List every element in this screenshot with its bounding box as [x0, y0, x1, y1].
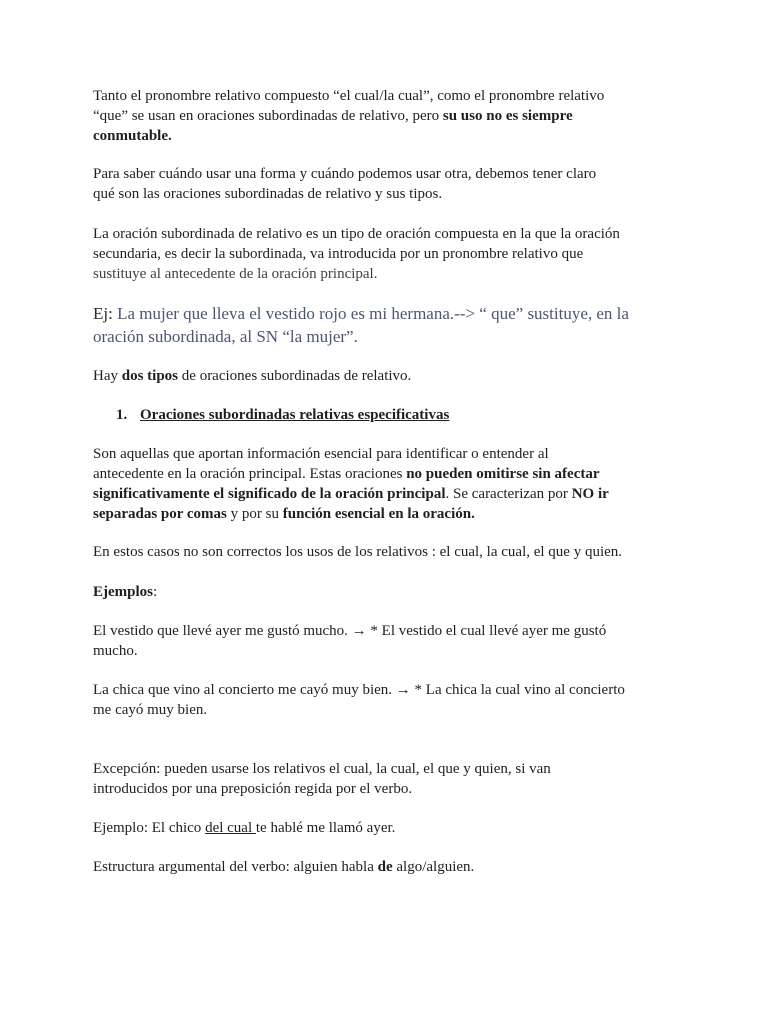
bold-text: su uso no es siempre [442, 108, 573, 124]
text-line: qué son las oraciones subordinadas de relativo y sus tipos. [93, 186, 443, 202]
section-heading [116, 405, 449, 425]
bold-text: conmutable. [93, 128, 172, 144]
exception-example: Ejemplo: El chico del cual te hablé me llamó ayer. [93, 820, 396, 836]
text-line: me cayó muy bien. [93, 702, 208, 718]
bold-text: dos tipos [121, 368, 179, 384]
text-line: mucho. [93, 643, 138, 659]
exception-paragraph [93, 759, 693, 799]
text-line: secundaria, es decir la subordinada, va introducida por un pronombre relativo que [93, 246, 584, 262]
examples-label: Ejemplos: [93, 584, 158, 600]
bold-text: no pueden omitirse sin afectar [406, 466, 600, 482]
bold-text: de [377, 859, 393, 875]
bold-text: separadas por comas [93, 506, 227, 522]
bold-text: NO ir [571, 486, 609, 502]
text-line: Para saber cuándo usar una forma y cuándo podemos usar otra, debemos tener claro [93, 166, 597, 182]
specifying-definition-paragraph [93, 444, 693, 524]
bold-text: significativamente el significado de la oración principal [93, 486, 446, 502]
example-prefix: Ej: [93, 304, 118, 323]
example-paragraph [93, 302, 629, 348]
bold-text: función esencial en la oración. [282, 506, 475, 522]
text-line: Son aquellas que aportan información esencial para identificar o entender al [93, 446, 549, 462]
text-line: La oración subordinada de relativo es un tipo de oración compuesta en la que la oración [93, 226, 620, 242]
example-one [93, 621, 693, 661]
incorrect-uses-paragraph: En estos casos no son correctos los usos de los relativos : el cual, la cual, el que y quien. [93, 544, 623, 560]
text-line: introducidos por una preposición regida por el verbo. [93, 781, 413, 797]
usage-paragraph [93, 164, 693, 204]
text-line: “que” se usan en oraciones subordinadas de relativo, pero su uso no es siempre [93, 108, 573, 124]
text-line: significativamente el significado de la oración principal. Se caracterizan por NO ir [93, 486, 609, 502]
text-line [93, 126, 693, 146]
text-line: separadas por comas y por su función esencial en la oración. [93, 506, 475, 522]
argument-structure: Estructura argumental del verbo: alguien habla de algo/alguien. [93, 859, 475, 875]
intro-paragraph [93, 86, 693, 146]
section-number: 1. [116, 407, 128, 423]
section-title: Oraciones subordinadas relativas especificativas [140, 407, 450, 423]
types-paragraph: Hay dos tipos de oraciones subordinadas de relativo. [93, 368, 412, 384]
underlined-text: del cual [205, 820, 256, 836]
text-line: Tanto el pronombre relativo compuesto “el cual/la cual”, como el pronombre relativo [93, 88, 605, 104]
text-line: La chica que vino al concierto me cayó muy bien. → * La chica la cual vino al concierto [93, 682, 625, 698]
example-two [93, 680, 693, 720]
text-line: sustituye al antecedente de la oración principal. [93, 266, 378, 282]
text-line: El vestido que llevé ayer me gustó mucho. → * El vestido el cual llevé ayer me gustó [93, 623, 607, 639]
definition-paragraph [93, 224, 693, 284]
text-line: antecedente en la oración principal. Estas oraciones no pueden omitirse sin afectar [93, 466, 600, 482]
text-line: Ej: La mujer que lleva el vestido rojo es mi hermana.--> “ que” sustituye, en la [93, 304, 629, 323]
text-line: Excepción: pueden usarse los relativos el cual, la cual, el que y quien, si van [93, 761, 551, 777]
text-line: oración subordinada, al SN “la mujer”. [93, 327, 358, 346]
